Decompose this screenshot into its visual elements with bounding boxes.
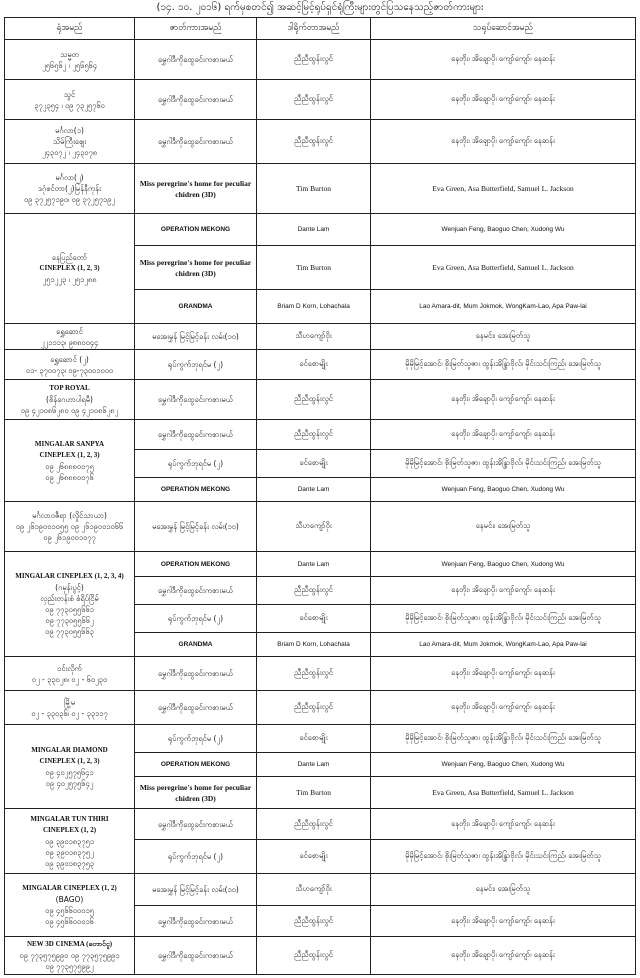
table-row (5, 657, 636, 691)
cinema-cell (5, 214, 135, 324)
cinema-name: CINEPLEX (1, 2, 3) (39, 756, 100, 765)
movie-title: ရုပ်ကွက်ဘုရင်မ (၂) (135, 725, 257, 753)
header-cast: သရုပ်ဆောင်အမည် (371, 18, 636, 40)
cinema-name: နေပြည်တော် (51, 253, 88, 262)
cinema-name: MINGALAR TUN THIRI (30, 814, 109, 823)
movie-title: မွှေဂါဒီကိုထွေခင်းကစားမယ် (135, 420, 257, 450)
cinema-phone: ၀၉ ၄၅၆၆၀၀၀၁၆ (45, 917, 94, 926)
cinema-cell (5, 350, 135, 380)
cinema-name: သွင် (63, 89, 76, 99)
cast-names: နေတိုး၊ အိချောပို၊ ကျော်ကျော်၊ နေဆန်း (371, 380, 636, 420)
cinema-phone: ၀၉ ၂၆၁၉၀၀၁၀၅၅ ၀၉ ၂၆၁၉၀၀၁၀၆၆ (15, 522, 124, 531)
cinema-phone: ၀၉ ၇၇၃၀၅၅၆၆၃ (45, 627, 94, 636)
movie-title: ရုပ်ကွက်ဘုရင်မ (၂) (135, 350, 257, 380)
cinema-name: လှည်းတန်းစံ စံရိပ်ငြိမ် (40, 594, 99, 603)
cinema-name: (ဂမုန်းပွင့်) (55, 583, 84, 592)
cinema-phone: ၀၉ ၃၉၀၁၈၃၇၅၂ (45, 847, 94, 857)
movie-title: ရုပ်ကွက်ဘုရင်မ (၂) (135, 605, 257, 633)
cinema-cell (5, 380, 135, 420)
cinema-cell (5, 164, 135, 214)
cinema-phone: ၂၅၁၂၂၃ ၊ ၂၅၁၂၈၈ (42, 275, 97, 284)
cinema-cell (5, 725, 135, 809)
cinema-cell (5, 502, 135, 552)
cinema-phone: ၀၉ ၃၉၀၁၈၃၇၅၁ (45, 836, 94, 846)
movie-title: GRANDMA (135, 290, 257, 324)
director-name: ညီညီထွန်းလွင် (257, 657, 371, 691)
movie-title: မွှေဂါဒီကိုထွေခင်းကစားမယ် (135, 937, 257, 975)
cinema-cell (5, 120, 135, 164)
cinema-phone: ၀၁- ၃၇၀၀၇၃၊ ၀၉-၇၃၀၀၁၀၀၀ (25, 365, 114, 375)
table-row (5, 350, 636, 380)
cinema-phone: ၀၉ ၂၆၁၉၀၀၁၀၇၇ (43, 533, 96, 542)
page-title: (၁၄. ၁၀. ၂၀၁၆) ရက်မှစတင်၍ အဆင့်မြင့်ရုပ်ရှင်ရုံကြီးများတွင်ပြသနေသည့်ဇာတ်ကားများ (156, 2, 484, 13)
cinema-name: MINGALAR CINEPLEX (1, 2, 3, 4) (15, 572, 124, 580)
director-name: ခင်စောမျိုး (257, 350, 371, 380)
cinema-name: ဝင်းလိုက် (57, 663, 82, 673)
cinema-cell (5, 937, 135, 975)
schedule-body (5, 40, 636, 975)
director-name: သီဟကျော်ဝိုး (257, 324, 371, 350)
cinema-cell (5, 40, 135, 80)
cinema-name: CINEPLEX (1, 2, 3) (39, 264, 100, 272)
cast-names: နေတိုး၊ အိချောပို၊ ကျော်ကျော်၊ နေဆန်း (371, 80, 636, 120)
cinema-cell (5, 324, 135, 350)
director-name: Briam D Korn, Lohachala (257, 290, 371, 324)
director-name: Dante Lam (257, 552, 371, 577)
movie-title: မအေးမွှန် မြင့်မြင့်ခန်း လမ်း(၁၀) (135, 502, 257, 552)
director-name: ညီညီထွန်းလွင် (257, 691, 371, 725)
cinema-name: CINEPLEX (1, 2) (42, 825, 97, 834)
header-row (5, 18, 636, 40)
cinema-name: (BAGO) (55, 895, 84, 904)
cast-names: မိုမိုမြင့်အောင်၊ စိုးမြတ်သူဇာ၊ ထွန်းအိန္ဒြာဗိုလ်၊ မိုင်းသင်းကြည်၊ အေးမြတ်သူ (371, 605, 636, 633)
table-row (5, 420, 636, 450)
table-row (5, 40, 636, 80)
cinema-phone: ၀၉ ၄၀၂၅၇၅၆၄၂ (45, 778, 94, 788)
director-name: ညီညီထွန်းလွင် (257, 40, 371, 80)
cinema-phone: ၀၉ ၄၅၆၆၀၀၀၁၅ (45, 906, 94, 915)
table-row (5, 937, 636, 975)
director-name: Tim Burton (257, 164, 371, 214)
cinema-phone: ၂၄၃၀၇၂ ၊ ၂၄၃၀၇၈ (41, 148, 98, 157)
cinema-phone: ၀၂ - ၃၃၀၂၈၊ ၀၂ - ၆၀၂၃၀ (31, 674, 108, 684)
table-row (5, 809, 636, 840)
director-name: Tim Burton (257, 777, 371, 809)
table-row (5, 874, 636, 906)
cinema-cell (5, 874, 135, 937)
cinema-name: TOP ROYAL (49, 384, 90, 392)
table-row (5, 691, 636, 725)
cinema-name: ရွှေဆောင် (56, 326, 83, 336)
cinema-cell (5, 80, 135, 120)
table-row (5, 164, 636, 214)
cast-names: နေမင်း၊ အေးမြတ်သူ (371, 874, 636, 906)
director-name: Dante Lam (257, 214, 371, 246)
director-name: ညီညီထွန်းလွင် (257, 906, 371, 937)
table-row (5, 80, 636, 120)
cinema-phone: ၀၉ ၇၇၃၀၅၅၆၆၁ (45, 605, 94, 614)
table-row (5, 214, 636, 246)
director-name: ညီညီထွန်းလွင် (257, 577, 371, 605)
cinema-cell (5, 420, 135, 502)
cast-names: Eva Green, Asa Butterfield, Samuel L. Jackson (371, 164, 636, 214)
header-movie: ဇာတ်ကားအမည် (135, 18, 257, 40)
cast-names: Wenjuan Feng, Baoguo Chen, Xudong Wu (371, 753, 636, 777)
movie-title: OPERATION MEKONG (135, 214, 257, 246)
cast-names: နေတိုး၊ အိချောပို၊ ကျော်ကျော်၊ နေဆန်း (371, 40, 636, 80)
cinema-phone: ၂၅၆၅၆၂ ၊ ၂၅၆၅၆၄ (42, 60, 97, 70)
cinema-name: ရွှေဆောင် (၂) (50, 354, 89, 364)
header-cinema: ရုံအမည် (5, 18, 135, 40)
cast-names: နေတိုး၊ အိချောပို၊ ကျော်ကျော်၊ နေဆန်း (371, 906, 636, 937)
director-name: ခင်စောမျိုး (257, 725, 371, 753)
cinema-cell (5, 657, 135, 691)
director-name: သီဟကျော်ဝိုး (257, 874, 371, 906)
cinema-name: သိမ်ကြီးဈေး (52, 137, 87, 146)
movie-title: GRANDMA (135, 633, 257, 657)
cinema-phone: ၂၂၁၁၁၃၊ ၉၈၈၀၀၄၄ (40, 337, 99, 347)
cast-names: မိုမိုမြင့်အောင်၊ စိုးမြတ်သူဇာ၊ ထွန်းအိန္ဒြာဗိုလ်၊ မိုင်းသင်းကြည်၊ အေးမြတ်သူ (371, 350, 636, 380)
cinema-cell (5, 552, 135, 657)
director-name: ညီညီထွန်းလွင် (257, 809, 371, 840)
cast-names: Lao Amara-dit, Mum Jokmok, WongKam-Lao, Apa Paw-lai (371, 633, 636, 657)
cinema-name: (စိန်ဂေဟာပါရမီ) (46, 395, 93, 404)
movie-title: မွှေဂါဒီကိုထွေခင်းကစားမယ် (135, 380, 257, 420)
cinema-phone: ၀၉ ၄၀၂၅၇၅၆၄၁ (45, 767, 94, 777)
cast-names: Eva Green, Asa Butterfield, Samuel L. Jackson (371, 246, 636, 290)
table-row (5, 324, 636, 350)
movie-title: မအေးမွှန် မြင့်မြင့်ခန်း လမ်း(၁၀) (135, 324, 257, 350)
cast-names: နေတိုး၊ အိချောပို၊ ကျော်ကျော်၊ နေဆန်း (371, 691, 636, 725)
cinema-name: NEW 3D CINEMA (တောင်ငူ) (26, 940, 113, 948)
cast-names: နေတိုး၊ အိချောပို၊ ကျော်ကျော်၊ နေဆန်း (371, 937, 636, 975)
cinema-phone: ၀၂ - ၃၃၀၃၆၊ ၀၂ - ၃၃၁၁၇ (31, 708, 108, 718)
director-name: Dante Lam (257, 753, 371, 777)
movie-title: မွှေဂါဒီကိုထွေခင်းကစားမယ် (135, 577, 257, 605)
cast-names: Lao Amara-dit, Mum Jokmok, WongKam-Lao, Apa Paw-lai (371, 290, 636, 324)
movie-title: မွှေဂါဒီကိုထွေခင်းကစားမယ် (135, 40, 257, 80)
cinema-phone: ၃၇၂၃၅၄ ၊ ၀၉ ၇၃၂၅၇၆၀ (34, 100, 105, 110)
movie-title: မွှေဂါဒီကိုထွေခင်းကစားမယ် (135, 809, 257, 840)
movie-title: Miss peregrine's home for peculiar chidren (3D) (135, 777, 257, 809)
director-name: Briam D Korn, Lohachala (257, 633, 371, 657)
cinema-name: မင်္ဂလာဝဇီရာ (လှိုင်သာယာ) (32, 511, 107, 520)
cinema-phone: ၀၉ ၇၇၃၅၇၅၉၉၂ (45, 962, 94, 971)
cast-names: နေတိုး၊ အိချောပို၊ ကျော်ကျော်၊ နေဆန်း (371, 120, 636, 164)
movie-title: Miss peregrine's home for peculiar chidren (3D) (135, 164, 257, 214)
movie-title: OPERATION MEKONG (135, 478, 257, 502)
movie-title: Miss peregrine's home for peculiar chidren (3D) (135, 246, 257, 290)
cinema-name: CINEPLEX (1, 2, 3) (39, 450, 100, 459)
cinema-name: မင်္ဂလာ(၁) (55, 126, 84, 135)
cinema-name: ဒဂုံစင်တာ(၂)မြန်နီကုန်း (38, 184, 101, 193)
cast-names: နေတိုး၊ အိချောပို၊ ကျော်ကျော်၊ နေဆန်း (371, 420, 636, 450)
director-name: ခင်စောမျိုး (257, 840, 371, 874)
cast-names: Wenjuan Feng, Baoguo Chen, Xudong Wu (371, 214, 636, 246)
cast-names: မိုမိုမြင့်အောင်၊ စိုးမြတ်သူဇာ၊ ထွန်းအိန္ဒြာဗိုလ်၊ မိုင်းသင်းကြည်၊ အေးမြတ်သူ (371, 840, 636, 874)
cinema-phone: ၀၉ ၂၆၈၈၈၀၀၇၆ (45, 472, 94, 482)
director-name: ညီညီထွန်းလွင် (257, 120, 371, 164)
table-row (5, 120, 636, 164)
cast-names: နေတိုး၊ အိချောပို၊ ကျော်ကျော်၊ နေဆန်း (371, 809, 636, 840)
cast-names: နေတိုး၊ အိချောပို၊ ကျော်ကျော်၊ နေဆန်း (371, 657, 636, 691)
director-name: ခင်စောမျိုး (257, 450, 371, 478)
movie-title: OPERATION MEKONG (135, 552, 257, 577)
cinema-phone: ၀၉ ၂၆၈၈၈၀၀၇၅ (45, 461, 94, 471)
cinema-name: MINGALAR DIAMOND (31, 745, 108, 754)
director-name: ညီညီထွန်းလွင် (257, 380, 371, 420)
movie-title: ရုပ်ကွက်ဘုရင်မ (၂) (135, 840, 257, 874)
header-director: ဒါရိုက်တာအမည် (257, 18, 371, 40)
cast-names: Wenjuan Feng, Baoguo Chen, Xudong Wu (371, 552, 636, 577)
cinema-phone: ၀၉ ၃၉၀၁၈၃၇၅၃ (45, 858, 94, 868)
cast-names: နေမင်း၊ အေးမြတ်သူ (371, 502, 636, 552)
table-row (5, 725, 636, 753)
cinema-phone: ၀၉ ၇၇၃၅၇၅၉၉၀ ၀၉ ၇၇၃၅၇၅၉၉၁ (19, 951, 120, 960)
director-name: သီဟကျော်ဝိုး (257, 502, 371, 552)
director-name: ညီညီထွန်းလွင် (257, 937, 371, 975)
director-name: Dante Lam (257, 478, 371, 502)
movie-title: မွှေဂါဒီကိုထွေခင်းကစားမယ် (135, 80, 257, 120)
cinema-name: MINGALAR SANPYA (34, 439, 105, 448)
director-name: ညီညီထွန်းလွင် (257, 80, 371, 120)
table-row (5, 380, 636, 420)
cast-names: Eva Green, Asa Butterfield, Samuel L. Jackson (371, 777, 636, 809)
cast-names: နေတိုး၊ အိချောပို၊ ကျော်ကျော်၊ နေဆန်း (371, 577, 636, 605)
director-name: ညီညီထွန်းလွင် (257, 420, 371, 450)
cinema-name: မင်္ဂလာ(၂) (55, 173, 84, 182)
cinema-name: သမ္မတ (60, 49, 79, 59)
movie-title: OPERATION MEKONG (135, 753, 257, 777)
cast-names: မိုမိုမြင့်အောင်၊ စိုးမြတ်သူဇာ၊ ထွန်းအိန္ဒြာဗိုလ်၊ မိုင်းသင်းကြည်၊ အေးမြတ်သူ (371, 725, 636, 753)
movie-title: မွှေဂါဒီကိုထွေခင်းကစားမယ် (135, 657, 257, 691)
cinema-name: MINGALAR CINEPLEX (1, 2) (22, 884, 117, 892)
director-name: Tim Burton (257, 246, 371, 290)
cinema-phone: ၀၉ ၄၂၁၀၈၆၂၈၀ ၀၉ ၄၂၁၀၈၆၂၈၂ (20, 406, 119, 415)
movie-title: မအေးမွှန် မြင့်မြင့်ခန်း လမ်း(၁၀) (135, 874, 257, 906)
movie-title: မွှေဂါဒီကိုထွေခင်းကစားမယ် (135, 691, 257, 725)
movie-title: မွှေဂါဒီကိုထွေခင်းကစားမယ် (135, 906, 257, 937)
cast-names: Wenjuan Feng, Baoguo Chen, Xudong Wu (371, 478, 636, 502)
table-row (5, 552, 636, 577)
cinema-phone: ၀၉ ၃၇၂၅၇၁၉၀၊ ၀၉ ၃၇၂၅၇၁၉၂ (23, 195, 116, 204)
cinema-name: မြို့မ (64, 697, 75, 707)
cast-names: နေမင်း၊ အေးမြတ်သူ (371, 324, 636, 350)
cast-names: မိုမိုမြင့်အောင်၊ စိုးမြတ်သူဇာ၊ ထွန်းအိန္ဒြာဗိုလ်၊ မိုင်းသင်းကြည်၊ အေးမြတ်သူ (371, 450, 636, 478)
movie-title: မွှေဂါဒီကိုထွေခင်းကစားမယ် (135, 120, 257, 164)
movie-title: ရုပ်ကွက်ဘုရင်မ (၂) (135, 450, 257, 478)
cinema-phone: ၀၉ ၇၇၃၀၅၅၆၆၂ (45, 616, 94, 625)
director-name: ခင်စောမျိုး (257, 605, 371, 633)
table-row (5, 502, 636, 552)
cinema-schedule-table (4, 17, 636, 975)
cinema-cell (5, 809, 135, 874)
cinema-cell (5, 691, 135, 725)
